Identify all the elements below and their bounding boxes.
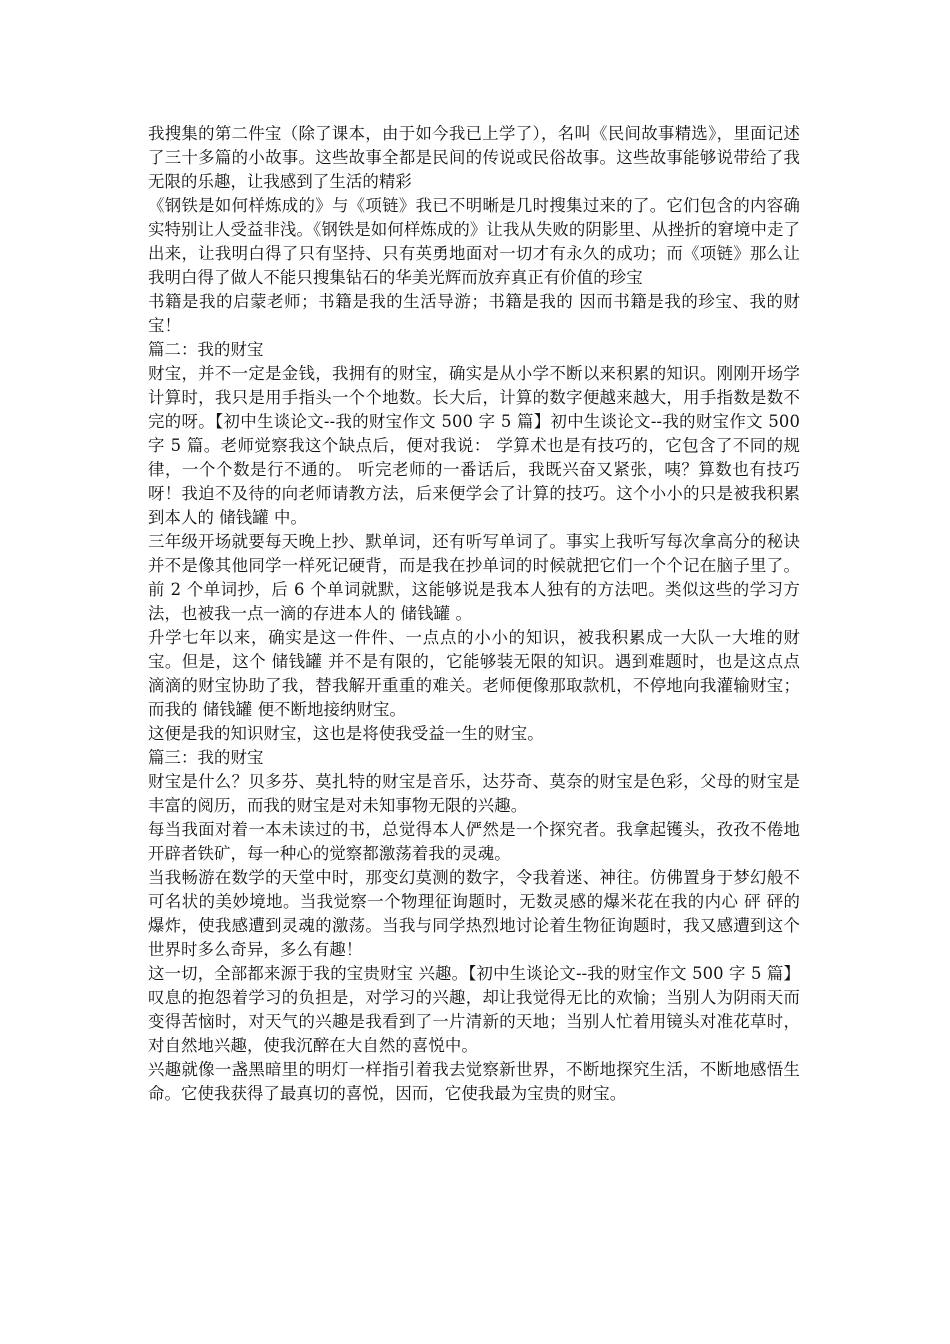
paragraph-math-paradise: 当我畅游在数学的天堂中时，那变幻莫测的数字，令我着迷、神往。仿佛置身于梦幻般不可名状的美妙境地。当我觉察一个物理征询题时，无数灵感的爆米花在我的内心 砰 砰的爆炸，使我感遭到灵魂的激荡。当我与同学热烈地讨论着生物征询题时，我又感遭到这个世界时多么奇异，多么有趣！ — [148, 868, 800, 959]
paragraph-vocabulary-method: 三年级开场就要每天晚上抄、默单词，还有听写单词了。事实上我听写每次拿高分的秘诀并不是像其他同学一样死记硬背，而是我在抄单词的时候就把它们一个个记在脑子里了。前 2 个单词抄，后 6 个单词就默，这能够说是我本人独有的方法吧。类似这些的学习方法，也被我一点一滴的存进本人的 储钱罐 。 — [148, 532, 800, 623]
paragraph-lifelong-treasure: 这便是我的知识财宝，这也是将使我受益一生的财宝。 — [148, 724, 544, 743]
paragraph-steel-and-necklace: 《钢铁是如何样炼成的》与《项链》我已不明晰是几时搜集过来的了。它们包含的内容确实特别让人受益非浅。《钢铁是如何样炼成的》让我从失败的阴影里、从挫折的窘境中走了出来，让我明白得了只有坚持、只有英勇地面对一切才有永久的成功；而《项链》那么让我明白得了做人不能只搜集钻石的华美光辉而放弃真正有价值的珍宝 — [148, 196, 800, 287]
paragraph-interest-source: 这一切，全部都来源于我的宝贵财宝 兴趣。【初中生谈论文--我的财宝作文 500 字 5 篇】叹息的抱怨着学习的负担是，对学习的兴趣，却让我觉得无比的欢愉；当别人为阴雨天而变得苦恼时，对天气的兴趣是我看到了一片清新的天地；当别人忙着用镜头对准花草时，对自然地兴趣，使我沉醉在大自然的喜悦中。 — [148, 964, 800, 1055]
section-heading-part-three: 篇三：我的财宝 — [148, 748, 264, 767]
section-heading-part-two: 篇二：我的财宝 — [148, 340, 264, 359]
paragraph-interest-lamp: 兴趣就像一盏黑暗里的明灯一样指引着我去觉察新世界，不断地探究生活，不断地感悟生命。它使我获得了最真切的喜悦，因而，它使我最为宝贵的财宝。 — [148, 1060, 800, 1103]
paragraph-what-is-treasure: 财宝是什么？贝多芬、莫扎特的财宝是音乐，达芬奇、莫奈的财宝是色彩，父母的财宝是丰富的阅历，而我的财宝是对未知事物无限的兴趣。 — [148, 772, 800, 815]
paragraph-piggy-bank: 升学七年以来，确实是这一件件、一点点的小小的知识，被我积累成一大队一大堆的财宝。但是，这个 储钱罐 并不是有限的，它能够装无限的知识。遇到难题时，也是这点点滴滴的财宝协助了我，替我解开重重的难关。老师便像那取款机，不停地向我灌输财宝；而我的 储钱罐 便不断地接纳财宝。 — [148, 628, 800, 719]
paragraph-knowledge-treasure: 财宝，并不一定是金钱，我拥有的财宝，确实是从小学不断以来积累的知识。刚刚开场学计算时，我只是用手指头一个个地数。长大后，计算的数字便越来越大，用手指数是数不完的呀。【初中生谈论文--我的财宝作文 500 字 5 篇】初中生谈论文--我的财宝作文 500 字 5 篇。老师觉察我这个缺点后，便对我说： 学算术也是有技巧的，它包含了不同的规律，一个个数是行不通的。 听完老师的一番话后，我既兴奋又紧张，咦？算数也有技巧呀！我迫不及待的向老师请教方法，后来便学会了计算的技巧。这个小小的只是被我积累到本人的 储钱罐 中。 — [148, 364, 800, 527]
paragraph-books-teacher: 书籍是我的启蒙老师；书籍是我的生活导游；书籍是我的 因而书籍是我的珍宝、我的财宝！ — [148, 292, 800, 335]
paragraph-folk-tales: 我搜集的第二件宝（除了课本，由于如今我已上学了），名叫《民间故事精选》，里面记述了三十多篇的小故事。这些故事全都是民间的传说或民俗故事。这些故事能够说带给了我无限的乐趣，让我感到了生活的精彩 — [148, 124, 800, 191]
paragraph-explorer: 每当我面对着一本未读过的书，总觉得本人俨然是一个探究者。我拿起镬头，孜孜不倦地开辟者铁矿，每一种心的觉察都激荡着我的灵魂。 — [148, 820, 800, 863]
document-page — [148, 122, 800, 1106]
